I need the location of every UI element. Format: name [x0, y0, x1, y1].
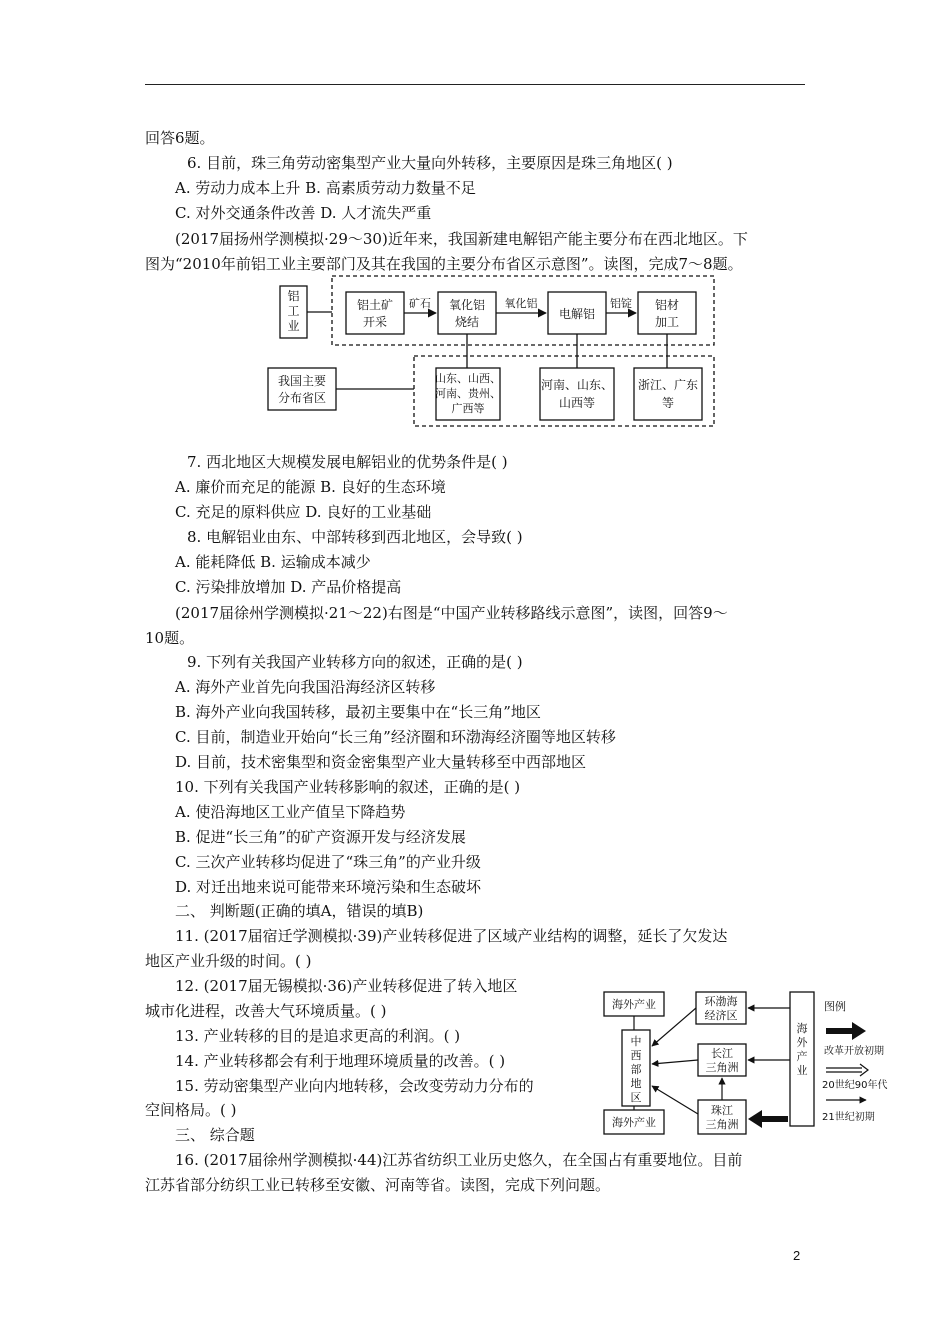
q10-option-d: D. 对迁出地来说可能带来环境污染和生态破坏 — [175, 878, 482, 896]
q9-option-d: D. 目前，技术密集型和资金密集型产业大量转移至中西部地区 — [175, 753, 587, 771]
q8-options-ab: A. 能耗降低 B. 运输成本减少 — [175, 553, 371, 571]
region-text: 山西等 — [558, 396, 596, 410]
question-16-cont: 江苏省部分纺织工业已转移至安徽、河南等省。读图，完成下列问题。 — [145, 1176, 611, 1194]
q7-options-ab: A. 廉价而充足的能源 B. 良好的生态环境 — [175, 478, 446, 496]
central-west-char: 区 — [630, 1091, 642, 1104]
region-box — [634, 368, 702, 420]
region-text: 浙江、广东 — [637, 378, 699, 392]
q8-options-cd: C. 污染排放增加 D. 产品价格提高 — [175, 578, 402, 596]
text-line: 回答6题。 — [145, 129, 215, 147]
q6-options-ab: A. 劳动力成本上升 B. 高素质劳动力数量不足 — [175, 179, 476, 197]
overseas-right-char: 业 — [796, 1064, 808, 1077]
question-9: 9. 下列有关我国产业转移方向的叙述，正确的是( ) — [187, 653, 523, 671]
header-rule — [145, 84, 805, 85]
legend-item: 21世纪初期 — [822, 1112, 875, 1123]
industry-transfer-diagram — [600, 988, 920, 1138]
stage-label: 开采 — [362, 315, 388, 329]
stage-label: 铝材 — [654, 298, 680, 312]
yangtze-label: 长江 — [711, 1047, 733, 1060]
question-13: 13. 产业转移的目的是追求更高的利润。( ) — [175, 1027, 461, 1045]
q9-option-a: A. 海外产业首先向我国沿海经济区转移 — [175, 678, 436, 696]
transfer-arrow-21c — [652, 1008, 696, 1046]
q9-option-c: C. 目前，制造业开始向“长三角”经济圈和环渤海经济圈等地区转移 — [175, 728, 616, 746]
question-11-cont: 地区产业升级的时间。( ) — [145, 952, 312, 970]
region-text: 等 — [661, 396, 675, 410]
question-16: 16. (2017届徐州学测模拟·44)江苏省纺织工业历史悠久，在全国占有重要地位。目前 — [175, 1151, 743, 1169]
q10-option-a: A. 使沿海地区工业产值呈下降趋势 — [175, 803, 406, 821]
transfer-arrow-21c — [652, 1060, 698, 1064]
central-west-char: 中 — [630, 1035, 642, 1048]
legend-title: 图例 — [824, 1000, 846, 1013]
material-intro-cont: 图为“2010年前铝工业主要部门及其在我国的主要分布省区示意图”。读图，完成7～8题。 — [145, 255, 743, 273]
overseas-right-char: 外 — [796, 1036, 808, 1049]
q9-option-b: B. 海外产业向我国转移，最初主要集中在“长三角”地区 — [175, 703, 541, 721]
question-6: 6. 目前，珠三角劳动密集型产业大量向外转移，主要原因是珠三角地区( ) — [187, 154, 673, 172]
flow-label: 矿石 — [409, 297, 431, 310]
q7-options-cd: C. 充足的原料供应 D. 良好的工业基础 — [175, 503, 432, 521]
stage-label: 烧结 — [454, 315, 480, 329]
question-15-cont: 空间格局。( ) — [145, 1101, 237, 1119]
section-heading-3: 三、 综合题 — [175, 1126, 255, 1144]
question-8: 8. 电解铝业由东、中部转移到西北地区，会导致( ) — [187, 528, 523, 546]
region-text: 河南、贵州、 — [435, 387, 501, 400]
stage-label: 电解铝 — [558, 307, 596, 321]
overseas-label: 海外产业 — [612, 1116, 656, 1129]
question-14: 14. 产业转移都会有利于地理环境质量的改善。( ) — [175, 1052, 506, 1070]
question-11: 11. (2017届宿迁学测模拟·39)产业转移促进了区域产业结构的调整，延长了欠发达 — [175, 927, 728, 945]
region-text: 广西等 — [451, 402, 485, 415]
material-intro-2: (2017届徐州学测模拟·21～22)右图是“中国产业转移路线示意图”，读图，回答9～ — [175, 604, 728, 622]
central-west-char: 部 — [630, 1063, 642, 1076]
legend-item: 改革开放初期 — [824, 1046, 884, 1057]
stage-label: 氧化铝 — [448, 298, 486, 312]
flow-label: 氧化铝 — [504, 297, 538, 310]
question-12: 12. (2017届无锡模拟·36)产业转移促进了转入地区 — [175, 977, 518, 995]
legend-symbol-reform — [826, 1022, 866, 1040]
region-text: 河南、山东、 — [540, 378, 614, 392]
pearl-label: 三角洲 — [705, 1118, 739, 1131]
question-10: 10. 下列有关我国产业转移影响的叙述，正确的是( ) — [175, 778, 521, 796]
legend-symbol-90s — [826, 1064, 868, 1076]
flow-label: 铝锭 — [610, 297, 632, 310]
question-15: 15. 劳动密集型产业向内地转移，会改变劳动力分布的 — [175, 1077, 534, 1095]
overseas-right-char: 海 — [796, 1022, 808, 1035]
material-intro-2-cont: 10题。 — [145, 629, 195, 647]
region-label: 分布省区 — [277, 391, 327, 405]
overseas-label: 海外产业 — [612, 998, 656, 1011]
stage-label: 铝土矿 — [356, 298, 394, 312]
bohai-label: 经济区 — [704, 1009, 738, 1022]
q10-option-c: C. 三次产业转移均促进了“珠三角”的产业升级 — [175, 853, 481, 871]
region-label: 我国主要 — [277, 374, 327, 388]
legend-item: 20世纪90年代 — [822, 1080, 888, 1091]
region-text: 山东、山西、 — [435, 372, 501, 385]
bohai-label: 环渤海 — [704, 995, 738, 1008]
q10-option-b: B. 促进“长三角”的矿产资源开发与经济发展 — [175, 828, 466, 846]
region-box — [540, 368, 614, 420]
page-number: 2 — [793, 1248, 801, 1263]
central-west-char: 地 — [630, 1077, 642, 1090]
question-7: 7. 西北地区大规模发展电解铝业的优势条件是( ) — [187, 453, 508, 471]
q6-options-cd: C. 对外交通条件改善 D. 人才流失严重 — [175, 204, 432, 222]
central-west-char: 西 — [630, 1049, 642, 1062]
overseas-right-char: 产 — [796, 1050, 808, 1063]
question-12-cont: 城市化进程，改善大气环境质量。( ) — [145, 1002, 387, 1020]
aluminium-industry-diagram — [260, 274, 720, 434]
section-heading-2: 二、 判断题(正确的填A，错误的填B) — [175, 902, 424, 920]
yangtze-label: 三角洲 — [705, 1061, 739, 1074]
stage-label: 加工 — [654, 315, 680, 329]
pearl-label: 珠江 — [711, 1104, 733, 1117]
material-intro: (2017届扬州学测模拟·29～30)近年来，我国新建电解铝产能主要分布在西北地区。下 — [175, 230, 748, 248]
industry-label-char: 铝 — [287, 289, 300, 303]
industry-label-char: 业 — [287, 319, 300, 333]
industry-label-char: 工 — [287, 304, 300, 318]
transfer-arrow-reform — [748, 1110, 788, 1128]
